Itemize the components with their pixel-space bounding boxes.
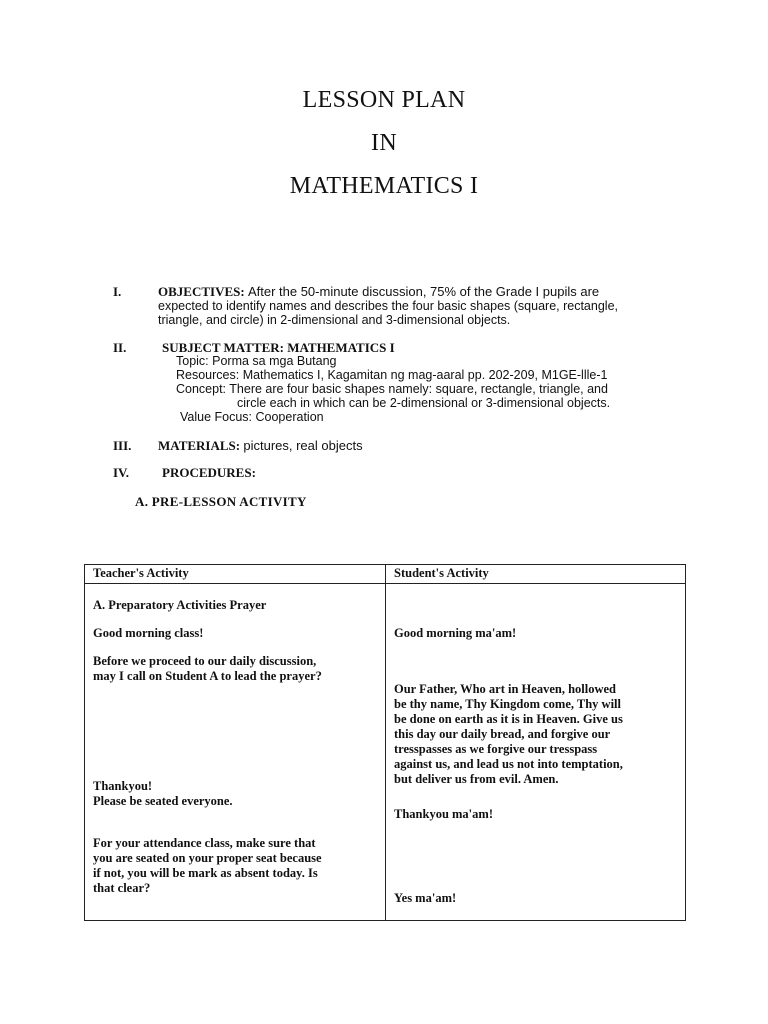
teacher-line-2: Good morning class! (93, 626, 204, 640)
concept-line-2: circle each in which can be 2-dimensional or 3-dimensional objects. (237, 396, 611, 410)
pre-lesson-heading: A. PRE-LESSON ACTIVITY (135, 494, 307, 509)
student-line-2: Our Father, Who art in Heaven, hollowed be thy name, Thy Kingdom come, Thy will be done on earth as it is in Heaven. Give us this day our daily bread, and forgive our tresspasses as we forgive our tresspass against us, and lead us not into temptation, but deliver us from evil. Amen. (394, 682, 623, 786)
materials-text: pictures, real objects (243, 438, 363, 453)
objectives-label: OBJECTIVES: (158, 284, 245, 299)
title-line-1: LESSON PLAN (302, 87, 466, 113)
objectives-section (158, 284, 668, 299)
teacher-activity-header: Teacher's Activity (85, 565, 386, 584)
student-activity-cell (386, 584, 686, 921)
materials-section (158, 438, 363, 453)
teacher-activity-cell (85, 584, 386, 921)
section-number-2: II. (113, 340, 127, 355)
topic-line: Topic: Porma sa mga Butang (176, 354, 337, 368)
objectives-line-1: After the 50-minute discussion, 75% of the Grade I pupils are (247, 284, 600, 299)
section-number-3: III. (113, 438, 132, 453)
student-activity-header: Student's Activity (386, 565, 686, 584)
student-line-1: Good morning ma'am! (394, 626, 517, 640)
subject-matter-label: SUBJECT MATTER: MATHEMATICS I (162, 340, 395, 355)
activity-table (84, 564, 686, 921)
objectives-line-3: triangle, and circle) in 2-dimensional and 3-dimensional objects. (158, 313, 511, 327)
concept-line-1: Concept: There are four basic shapes namely: square, rectangle, triangle, and (176, 382, 608, 396)
teacher-line-3: Before we proceed to our daily discussion, may I call on Student A to lead the prayer? (93, 654, 322, 683)
value-focus-line: Value Focus: Cooperation (180, 410, 324, 424)
student-line-3: Thankyou ma'am! (394, 807, 493, 821)
table-header-row (85, 565, 686, 584)
teacher-line-1: A. Preparatory Activities Prayer (93, 598, 267, 612)
materials-label: MATERIALS: (158, 438, 241, 453)
title-line-3: MATHEMATICS I (289, 173, 479, 199)
section-number-1: I. (113, 284, 122, 299)
table-body-row (85, 584, 686, 921)
title-line-2: IN (371, 130, 397, 156)
objectives-line-2: expected to identify names and describes the four basic shapes (square, rectangle, (158, 299, 618, 313)
resources-line: Resources: Mathematics I, Kagamitan ng mag-aaral pp. 202-209, M1GE-llle-1 (176, 368, 608, 382)
teacher-line-5: For your attendance class, make sure that you are seated on your proper seat because if not, you will be mark as absent today. Is that clear? (93, 836, 322, 895)
teacher-line-4: Thankyou! Please be seated everyone. (93, 779, 233, 808)
section-number-4: IV. (113, 465, 130, 480)
procedures-label: PROCEDURES: (162, 465, 256, 480)
student-line-4: Yes ma'am! (394, 891, 457, 905)
